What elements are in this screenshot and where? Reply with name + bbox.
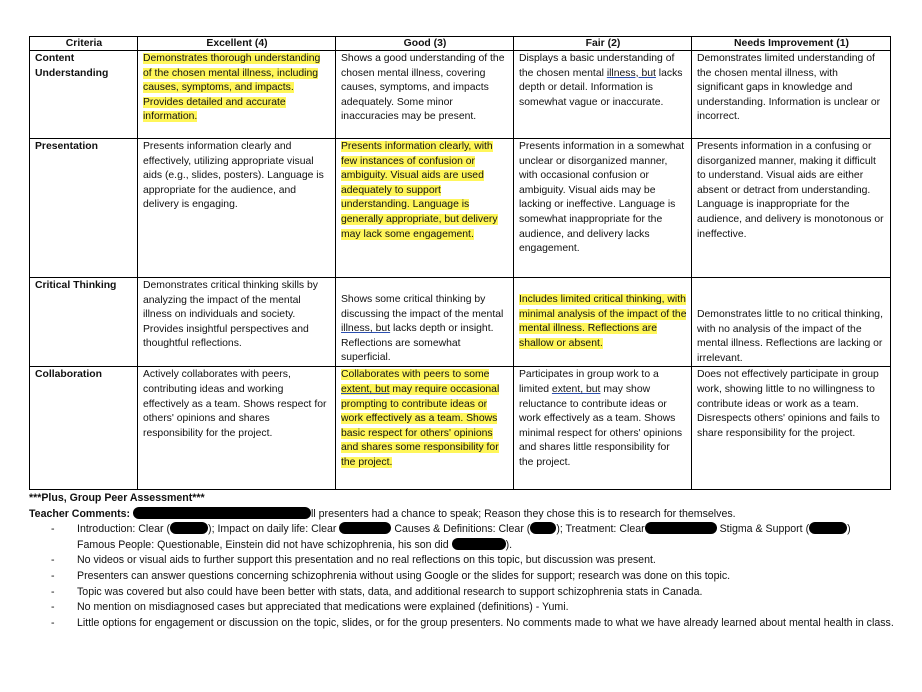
teacher-comments-line: Teacher Comments: ll presenters had a chance to speak; Reason they chose this is to research for themselves. <box>29 507 736 520</box>
teacher-comments-label: Teacher Comments: <box>29 507 131 520</box>
cell-presentation-good <box>336 139 514 278</box>
row-content-understanding <box>30 51 891 139</box>
criterion-content-understanding: Content Understanding <box>30 51 138 139</box>
row-critical-thinking <box>30 278 891 367</box>
criterion-presentation: Presentation <box>30 139 138 278</box>
comment-item: - Introduction: Clear ( ); Impact on daily life: Clear Causes & Definitions: Clear ( ); Treatment: Clear Stigma & Support ( ) Famous People: Questionable, Einstein did not have schizophrenia, his son did ). <box>77 522 899 553</box>
cell-collab-excellent: Actively collaborates with peers, contributing ideas and working effectively as a team. Shows respect for others' opinions and shares responsibility for the project. <box>138 367 336 490</box>
header-row <box>30 37 891 51</box>
underlined-text: illness, but <box>606 67 656 79</box>
highlighted-text: Presents information clearly, with few instances of confusion or ambiguity. Visual aids are used adequately to support understanding. Language is generally appropriate, but delivery may lack some engagement. <box>341 141 498 240</box>
comment-item: - Presenters can answer questions concerning schizophrenia without using Google or the slides for support; research was done on this topic. <box>77 569 899 585</box>
comment-item: - Little options for engagement or discussion on the topic, slides, or for the group presenters. No comments made to what we have already learned about mental health in class. <box>77 616 899 632</box>
cell-collab-fair: Participates in group work to a limited extent, but may show reluctance to contribute ideas or work effectively as a team. Shows minimal respect for others' opinions and shares little responsibility for the project. <box>514 367 692 490</box>
header-good: Good (3) <box>336 37 514 51</box>
redaction-mark <box>645 522 717 534</box>
header-needs-improvement: Needs Improvement (1) <box>692 37 891 51</box>
redaction-mark <box>530 522 556 534</box>
cell-critical-good: Shows some critical thinking by discussing the impact of the mental illness, but lacks depth or insight. Reflections are somewhat superficial. <box>336 278 514 367</box>
row-collaboration <box>30 367 891 490</box>
rubric-table <box>29 36 891 490</box>
underlined-text: extent, but <box>341 383 390 395</box>
criterion-critical-thinking: Critical Thinking <box>30 278 138 367</box>
cell-critical-excellent: Demonstrates critical thinking skills by analyzing the impact of the mental illness on individuals and society. Provides insightful perspectives and thoughtful reflections. <box>138 278 336 367</box>
cell-collab-good <box>336 367 514 490</box>
redaction-mark <box>339 522 391 534</box>
comment-item: - No mention on misdiagnosed cases but appreciated that medications were explained (definitions) - Yumi. <box>77 600 899 616</box>
redaction-mark <box>133 507 311 519</box>
notes-section <box>29 491 899 631</box>
cell-presentation-fair: Presents information in a somewhat unclear or disorganized manner, with occasional confusion or ambiguity. Visual aids may be lacking or ineffective. Language is somewhat inappropriate for the audience, and delivery lacks engagement. <box>514 139 692 278</box>
cell-content-good: Shows a good understanding of the chosen mental illness, covering causes, symptoms, and impacts adequately. Some minor inaccuracies may be present. <box>336 51 514 139</box>
cell-presentation-needs: Presents information in a confusing or disorganized manner, making it difficult to understand. Visual aids are either absent or detract from understanding. Language is inappropriate for the audience, and delivery is monotonous or ineffective. <box>692 139 891 278</box>
peer-assessment-note: ***Plus, Group Peer Assessment*** <box>29 492 205 504</box>
comment-item: - Topic was covered but also could have been better with stats, data, and additional research to support schizophrenia stats in Canada. <box>77 585 899 601</box>
comment-item: - No videos or visual aids to further support this presentation and no real reflections on this topic, but discussion was present. <box>77 553 899 569</box>
teacher-comments-list <box>29 522 899 631</box>
redaction-mark <box>809 522 847 534</box>
header-fair: Fair (2) <box>514 37 692 51</box>
underlined-text: illness, but <box>341 323 391 335</box>
cell-presentation-excellent: Presents information clearly and effectively, utilizing appropriate visual aids (e.g., slides, posters). Language is appropriate for the audience, and delivery is engaging. <box>138 139 336 278</box>
underlined-text: extent, but <box>551 383 601 395</box>
cell-content-fair: Displays a basic understanding of the chosen mental illness, but lacks depth or detail. Information is somewhat vague or inaccurate. <box>514 51 692 139</box>
cell-content-excellent <box>138 51 336 139</box>
highlighted-text: Includes limited critical thinking, with minimal analysis of the impact of the mental illness. Reflections are shallow or absent. <box>519 294 687 349</box>
redaction-mark <box>170 522 208 534</box>
cell-critical-fair <box>514 278 692 367</box>
highlighted-text: Demonstrates thorough understanding of the chosen mental illness, including causes, symptoms, and impacts. Provides detailed and accurate information. <box>143 53 321 123</box>
header-excellent: Excellent (4) <box>138 37 336 51</box>
cell-content-needs: Demonstrates limited understanding of the chosen mental illness, with significant gaps in knowledge and understanding. Information is unclear or incorrect. <box>692 51 891 139</box>
row-presentation <box>30 139 891 278</box>
cell-critical-needs: Demonstrates little to no critical thinking, with no analysis of the impact of the mental illness. Reflections are lacking or irrelevant. <box>692 278 891 367</box>
highlighted-text: Collaborates with peers to some extent, but may require occasional prompting to contribute ideas or work effectively as a team. Shows basic respect for others' opinions and shares some responsibility for the project. <box>341 369 500 468</box>
redaction-mark <box>452 538 506 550</box>
cell-collab-needs: Does not effectively participate in group work, showing little to no willingness to contribute ideas or work as a team. Disrespects others' opinions and fails to share responsibility for the project. <box>692 367 891 490</box>
header-criteria: Criteria <box>30 37 138 51</box>
criterion-collaboration: Collaboration <box>30 367 138 490</box>
